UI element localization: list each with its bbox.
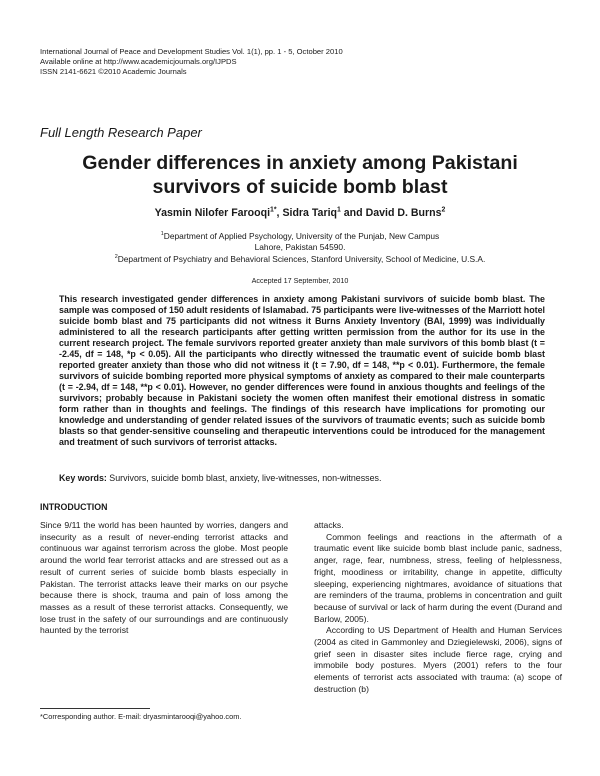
journal-url[interactable]: Available online at http://www.academicjournals.org/IJPDS [40, 57, 237, 66]
author-affiliation-mark: 1* [270, 206, 277, 214]
affiliation-2 [40, 254, 560, 265]
author-separator: and [340, 207, 366, 219]
affiliation-text: Department of Psychiatry and Behavioral Sciences, Stanford University, School of Medicine, U.S.A. [117, 254, 486, 264]
section-heading: INTRODUCTION [40, 502, 108, 512]
journal-citation: International Journal of Peace and Development Studies Vol. 1(1), pp. 1 - 5, October 2010 [40, 47, 343, 56]
author-affiliation-mark: 2 [441, 206, 446, 214]
keywords [59, 473, 545, 483]
author-name: Yasmin Nilofer Farooqi [154, 207, 271, 219]
paragraph: According to US Department of Health and Human Services (2004 as cited in Gammonley and Dziegielewski, 2006), signs of grief seen in disaster sites include fierce rage, crying and immobile body postures. Myers (2001) refers to the four elements of terrorist acts associated with trauma: (a) scope of destruction (b) [314, 625, 562, 694]
journal-issn: ISSN 2141-6621 ©2010 Academic Journals [40, 67, 187, 76]
right-column [314, 520, 562, 696]
title-line-1: Gender differences in anxiety among Pakistani [82, 152, 518, 174]
paragraph: attacks. [314, 520, 344, 530]
journal-header [40, 47, 343, 77]
left-column [40, 520, 288, 637]
affiliation-1 [40, 231, 560, 253]
author-list [40, 207, 560, 219]
affiliation-mark: 2 [114, 254, 118, 261]
accepted-date: Accepted 17 September, 2010 [251, 276, 349, 285]
keywords-text: Survivors, suicide bomb blast, anxiety, live-witnesses, non-witnesses. [106, 473, 382, 483]
affiliation-text: Lahore, Pakistan 54590. [254, 242, 346, 252]
author-affiliation-mark: 1 [337, 206, 341, 214]
author-name: Sidra Tariq [282, 207, 337, 219]
corresponding-author-footnote: *Corresponding author. E-mail: dryasmintarooqi@yahoo.com. [40, 712, 242, 721]
author-name: David D. Burns [365, 207, 442, 219]
footnote-divider [40, 708, 150, 709]
affiliation-mark: 1 [160, 231, 164, 238]
title-line-2: survivors of suicide bomb blast [152, 176, 448, 198]
affiliation-text: Department of Applied Psychology, University of the Punjab, New Campus [163, 231, 440, 241]
paragraph: Common feelings and reactions in the aftermath of a traumatic event like suicide bomb blast include panic, sadness, anger, rage, fear, numbness, stress, feeling of helplessness, fright, moodiness or irritability, change in appetite, difficulty sleeping, experiencing nightmares, avoidance of situations that are reminders of the trauma, problems in concentration and guilt because of survival or lack of harm during the event (Durand and Barlow, 2005). [314, 531, 562, 624]
paper-title [40, 151, 560, 199]
abstract: This research investigated gender differences in anxiety among Pakistani survivors of suicide bomb blast. The sample was composed of 150 adult residents of Islamabad. 75 participants were live-witnesses of the Marriott hotel suicide bomb blast and 75 participants did not witness it Burns Anxiety Inventory (BAI, 1999) was individually administered to all the research participants after getting written permission from the author for its use in the current research project. The female survivors reported greater anxiety than male survivors of this bomb blast (t = -2.45, df = 148, *p < 0.05). All the participants who directly witnessed the traumatic event of suicide bomb blast reported greater anxiety than those who did not witness it (t = 7.90, df = 148, **p < 0.01). Furthermore, the female survivors of suicide bombing reported more physical symptoms of anxiety as compared to their male counterparts (t = -2.94, df = 148, **p < 0.01). However, no gender differences were found in anxious thoughts and feelings of the survivors; probably because in Pakistani society the women often manifest their emotional distress in somatic form rather than in thoughts and feelings. The findings of this research have implications for promoting our knowledge and understanding of gender related issues of the survivors of traumatic events; such as suicide bomb blasts so that gender-sensitive counseling and therapeutic interventions could be introduced for the management and treatment of such survivors of terrorist attacks. [59, 294, 545, 447]
author-separator: , [276, 207, 283, 219]
paper-type-label: Full Length Research Paper [40, 125, 202, 140]
keywords-label: Key words: [59, 473, 107, 483]
paragraph: Since 9/11 the world has been haunted by worries, dangers and insecurity as a result of never-ending terrorist attacks and continuous war against terrorism across the globe. Most people around the world fear terrorist attacks and are stressed out as a result of current series of suicide bomb blasts especially in Pakistan. The terrorist attacks leave their marks on our psyche because there is shock, trauma and pain of loss among the masses as a result of these terrorist attacks. Consequently, we lose trust in the safety of our surroundings and are continuously haunted by the terrorist [40, 520, 288, 636]
